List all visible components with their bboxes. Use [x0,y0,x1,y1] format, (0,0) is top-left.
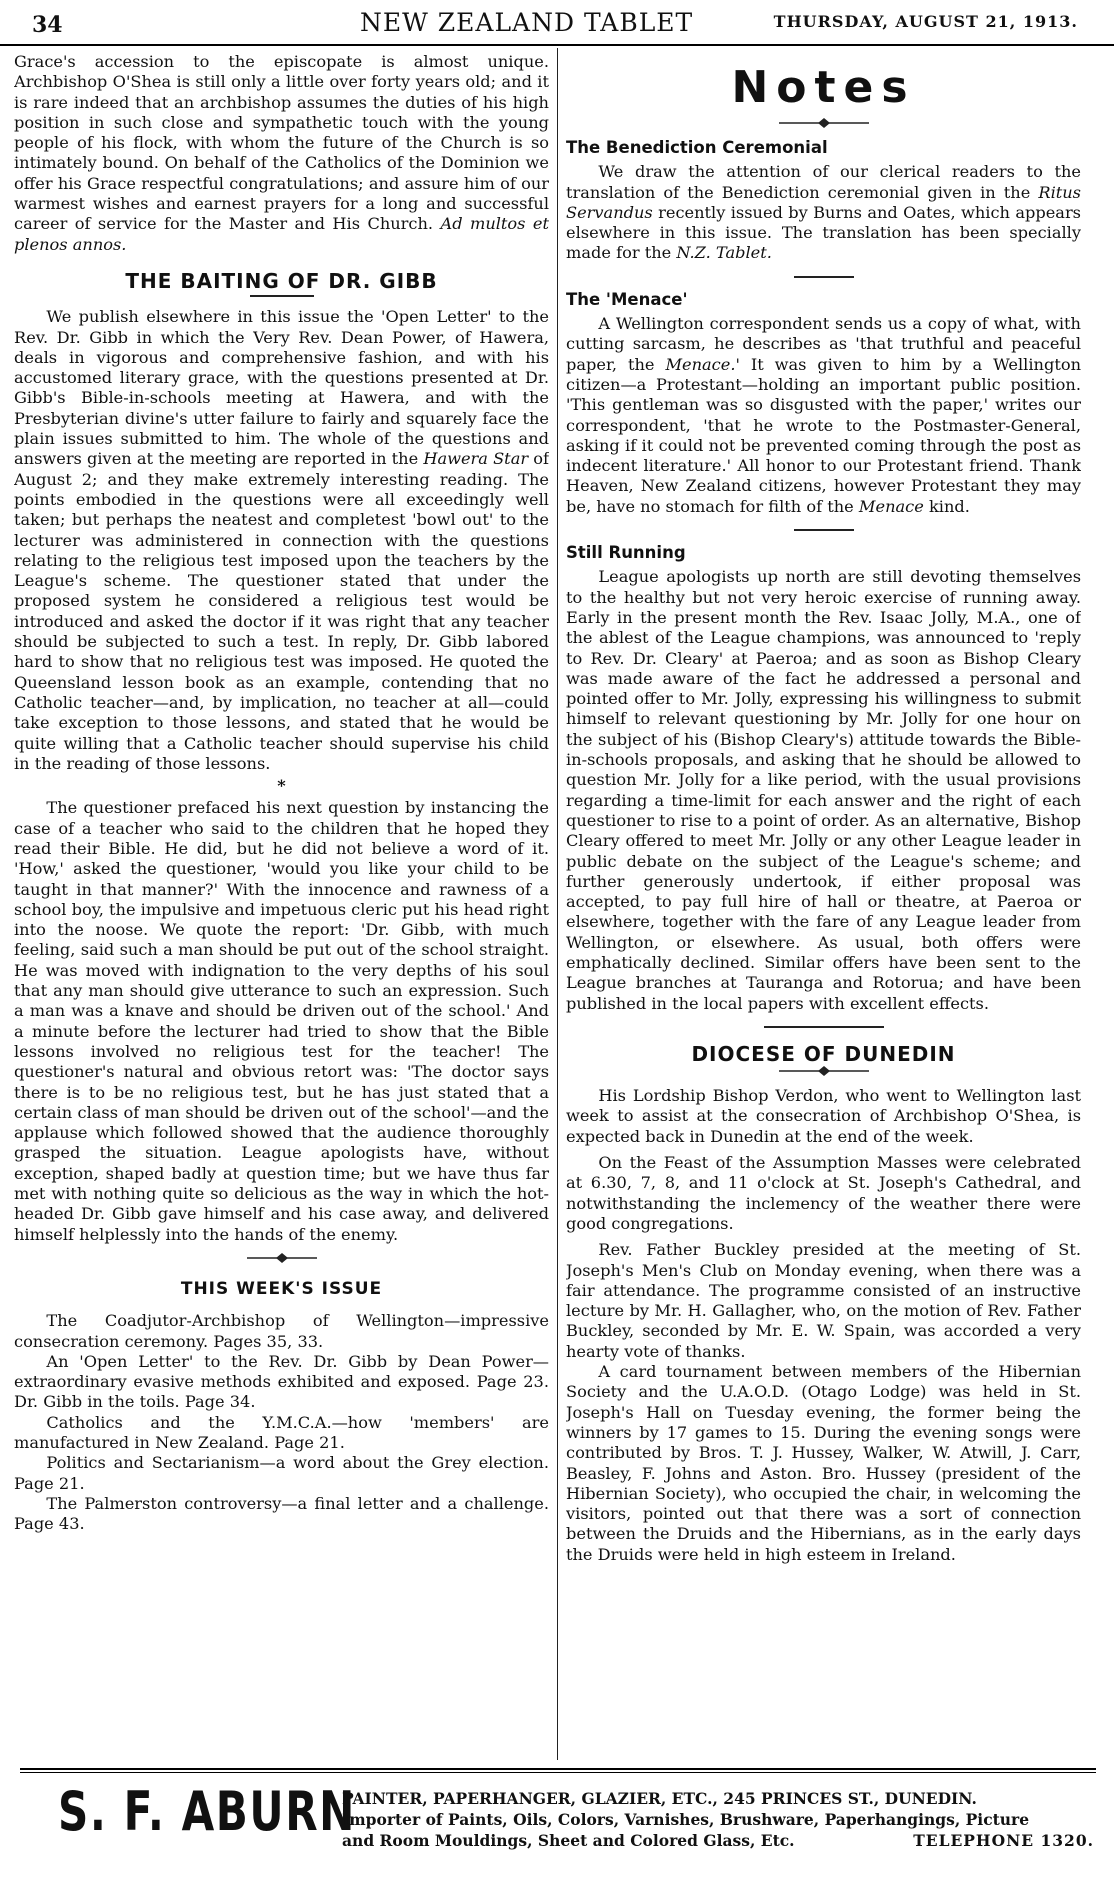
title-rule [250,295,314,297]
ad-line-2: Importer of Paints, Oils, Colors, Varnishes, Brushware, Paperhangings, Picture [342,1810,1030,1829]
dunedin-paragraph: His Lordship Bishop Verdon, who went to Wellington last week to assist at the consecration of Archbishop O'Shea, is expected back in Dunedin at the end of the week. [566,1086,1081,1146]
right-column [566,52,1081,1760]
dunedin-paragraph: On the Feast of the Assumption Masses were celebrated at 6.30, 7, 8, and 11 o'clock at St. Joseph's Cathedral, and notwithstanding the inclemency of the weather there were good congregations. [566,1153,1081,1233]
dunedin-title: DIOCESE OF DUNEDIN [691,1041,956,1066]
ad-line-3-text: and Room Mouldings, Sheet and Colored Glass, Etc. [342,1831,795,1850]
issue-item: Catholics and the Y.M.C.A.—how 'members' are manufactured in New Zealand. Page 21. [14,1412,549,1452]
ritus-servandus-title: Ritus Servandus [566,182,1081,222]
menace-text-c: kind. [928,496,970,516]
benediction-paragraph [566,162,1081,263]
intro-paragraph [14,52,549,255]
left-column [14,52,549,1760]
menace-text-a: A Wellington correspondent sends us a copy of what, with cutting sarcasm, he describes as 'that truthful and peaceful paper, the [566,314,1081,374]
issue-item: The Coadjutor-Archbishop of Wellington—impressive consecration ceremony. Pages 35, 33. [14,1311,549,1351]
issue-item: An 'Open Letter' to the Rev. Dr. Gibb by Dean Power—extraordinary evasive methods exhibited and exposed. Page 23. Dr. Gibb in the toils. Page 34. [14,1351,549,1412]
masthead [0,0,1114,46]
gibb-p1-text-a: We publish elsewhere in this issue the 'Open Letter' to the Rev. Dr. Gibb in which the Very Rev. Dean Power, of Hawera, deals in vigorous and comprehensive fashion, and with his accustomed literary grace, with the questions presented at Dr. Gibb's Bible-in-schools meeting at Hawera, and with the Presbyterian divine's utter failure to fairly and squarely face the plain issues submitted to him. The whole of the questions and answers given at the meeting are reported in the [14,307,549,469]
section-asterisk: * [277,776,286,796]
dunedin-paragraph: A card tournament between members of the Hibernian Society and the U.A.O.D. (Otago Lodge) was held in St. Joseph's Hall on Tuesday evening, the former being the winners by 17 games to 15. During the evening songs were contributed by Bros. T. J. Hussey, Walker, W. Atwill, J. Carr, Beasley, F. Johns and Aston. Bro. Hussey (president of the Hibernian Society), who occupied the chair, in welcoming the visitors, pointed out that there was a sort of connection between the Druids and the Hibernians, as in the early days the Druids were held in high esteem in Ireland. [566,1362,1081,1564]
column-divider [557,48,558,1760]
gibb-p1-text-b: of August 2; and they make extremely interesting reading. The points embodied in the questions were all exceedingly well taken; but perhaps the neatest and completest 'bowl out' to the lecturer was administered in connection with the questions relating to the religious test imposed upon the teachers by the League's scheme. The questioner stated that under the proposed system he considered a religious test would be introduced and asked the doctor if it was right that any teacher should be subjected to such a test. In reply, Dr. Gibb labored hard to show that no religious test was imposed. He quoted the Queensland lesson book as an example, contending that no Catholic teacher—and, by implication, no teacher at all—could take exception to those lessons, and stated that he would be quite willing that a Catholic teacher should supervise his child in the reading of those lessons. [14,449,549,773]
still-running-paragraph: League apologists up north are still devoting themselves to the healthy but not very heroic exercise of running away. Early in the present month the Rev. Isaac Jolly, M.A., one of the ablest of the League champions, was announced to 'reply to Rev. Dr. Cleary' at Paeroa; and as soon as Bishop Cleary was made aware of the fact he addressed a personal and pointed offer to Mr. Jolly, expressing his willingness to submit himself to relevant questioning by Mr. Jolly for one hour on the subject of his (Bishop Cleary's) attitude towards the Bible-in-schools proposals, and asking that he should be allowed to question Mr. Jolly for a like period, with the usual provisions regarding a time-limit for each answer and the right of each questioner to rise to a point of order. As an alternative, Bishop Cleary offered to meet Mr. Jolly or any other League leader in public debate on the subject of the League's scheme; and further generously undertook, if either proposal was accepted, to pay full hire of hall or theatre, at Paeroa or elsewhere, together with the fare of any League leader from Wellington, or elsewhere. As usual, both offers were emphatically declined. Similar offers have been sent to the League branches at Tauranga and Rotorua; and have been published in the local papers with excellent effects. [566,567,1081,1013]
menace-heading: The 'Menace' [566,289,688,309]
section-rule [794,529,854,531]
hawera-star-title: Hawera Star [423,449,529,469]
ad-line-1: PAINTER, PAPERHANGER, GLAZIER, ETC., 245 PRINCES ST., DUNEDIN. [342,1789,977,1808]
advertiser-name: S. F. ABURN [58,1780,356,1843]
menace-title: Menace. [665,354,736,374]
spacer [14,1301,549,1311]
newspaper-title: NEW ZEALAND TABLET [360,8,694,37]
menace-paragraph [566,314,1081,517]
footer-rule [20,1768,1096,1770]
advertisement-text [342,1788,1094,1851]
ad-line-3 [342,1830,1094,1851]
menace-text-b: ' It was given to him by a Wellington citizen—a Protestant—holding an important public position. 'This gentleman was so disgusted with the paper,' writes our correspondent, 'that he wrote to the Postmaster-General, asking if it could not be prevented coming through the post as indecent literature.' All honor to our Protestant friend. Thank Heaven, New Zealand citizens, however Protestant they may be, have no stomach for filth of the [566,354,1081,516]
issue-date: THURSDAY, AUGUST 21, 1913. [773,12,1078,31]
this-weeks-issue-title: THIS WEEK'S ISSUE [180,1278,383,1299]
gibb-article-title: THE BAITING OF DR. GIBB [125,268,438,293]
benediction-text-a: We draw the attention of our clerical readers to the translation of the Benediction ceremonial given in the [566,162,1081,202]
footer-rule-thin [20,1772,1096,1773]
menace-title: Menace [858,496,924,516]
issue-item: Politics and Sectarianism—a word about the Grey election. Page 21. [14,1453,549,1493]
telephone-number: TELEPHONE 1320. [913,1831,1094,1850]
latin-motto: Ad multos et plenos annos. [14,214,549,254]
ornament-divider-icon [566,1066,1081,1076]
still-running-heading: Still Running [566,543,686,563]
section-rule [764,1026,884,1028]
gibb-paragraph-2: The questioner prefaced his next question by instancing the case of a teacher who said to the children that he hoped they read their Bible. He did, but he did not believe a word of it. 'How,' asked the questioner, 'would you like your child to be taught in that manner?' With the innocence and rawness of a school boy, the impulsive and impetuous cleric put his head right into the noose. We quote the report: 'Dr. Gibb, with much feeling, said such a man should be put out of the school straight. He was moved with indignation to the very depths of his soul that any man should give utterance to such an expression. Such a man was a knave and should be driven out of the school.' And a minute before the lecturer had tried to show that the Bible lessons involved no religious test for the teacher! The questioner's natural and obvious retort was: 'The doctor says there is to be no religious test, but he has just stated that a certain class of man should be driven out of the school'—and the applause which followed showed that the audience thoroughly grasped the situation. League apologists have, without exception, shaped badly at question time; but we have thus far met with nothing quite so delicious as the way in which the hot-headed Dr. Gibb gave himself and his case away, and delivered himself helplessly into the hands of the enemy. [14,798,549,1244]
section-rule [794,276,854,278]
benediction-heading: The Benediction Ceremonial [566,138,828,157]
nz-tablet-title: N.Z. Tablet. [676,243,772,263]
dunedin-paragraph: Rev. Father Buckley presided at the meeting of St. Joseph's Men's Club on Monday evening, when there was a fair attendance. The programme consisted of an instructive lecture by Mr. H. Gallagher, who, on the motion of Rev. Father Buckley, seconded by Mr. E. W. Spain, was accorded a very hearty vote of thanks. [566,1240,1081,1361]
benediction-text-b: recently issued by Burns and Oates, which appears elsewhere in this issue. The translation has been specially made for the [566,202,1081,263]
page-number: 34 [32,12,63,38]
intro-text: Grace's accession to the episcopate is almost unique. Archbishop O'Shea is still only a little over forty years old; and it is rare indeed that an archbishop assumes the duties of his high position in such close and sympathetic touch with the young people of his flock, with whom the future of the Church is so intimately bound. On behalf of the Catholics of the Dominion we offer his Grace respectful congratulations; and assure him of our warmest wishes and earnest prayers for a long and successful career of service for the Master and His Church. [14,52,549,234]
ornament-divider-icon [566,118,1081,128]
notes-title: Notes [731,62,916,113]
issue-item: The Palmerston controversy—a final letter and a challenge. Page 43. [14,1493,549,1534]
ornament-divider-icon [14,1253,549,1263]
gibb-paragraph-1 [14,307,549,774]
